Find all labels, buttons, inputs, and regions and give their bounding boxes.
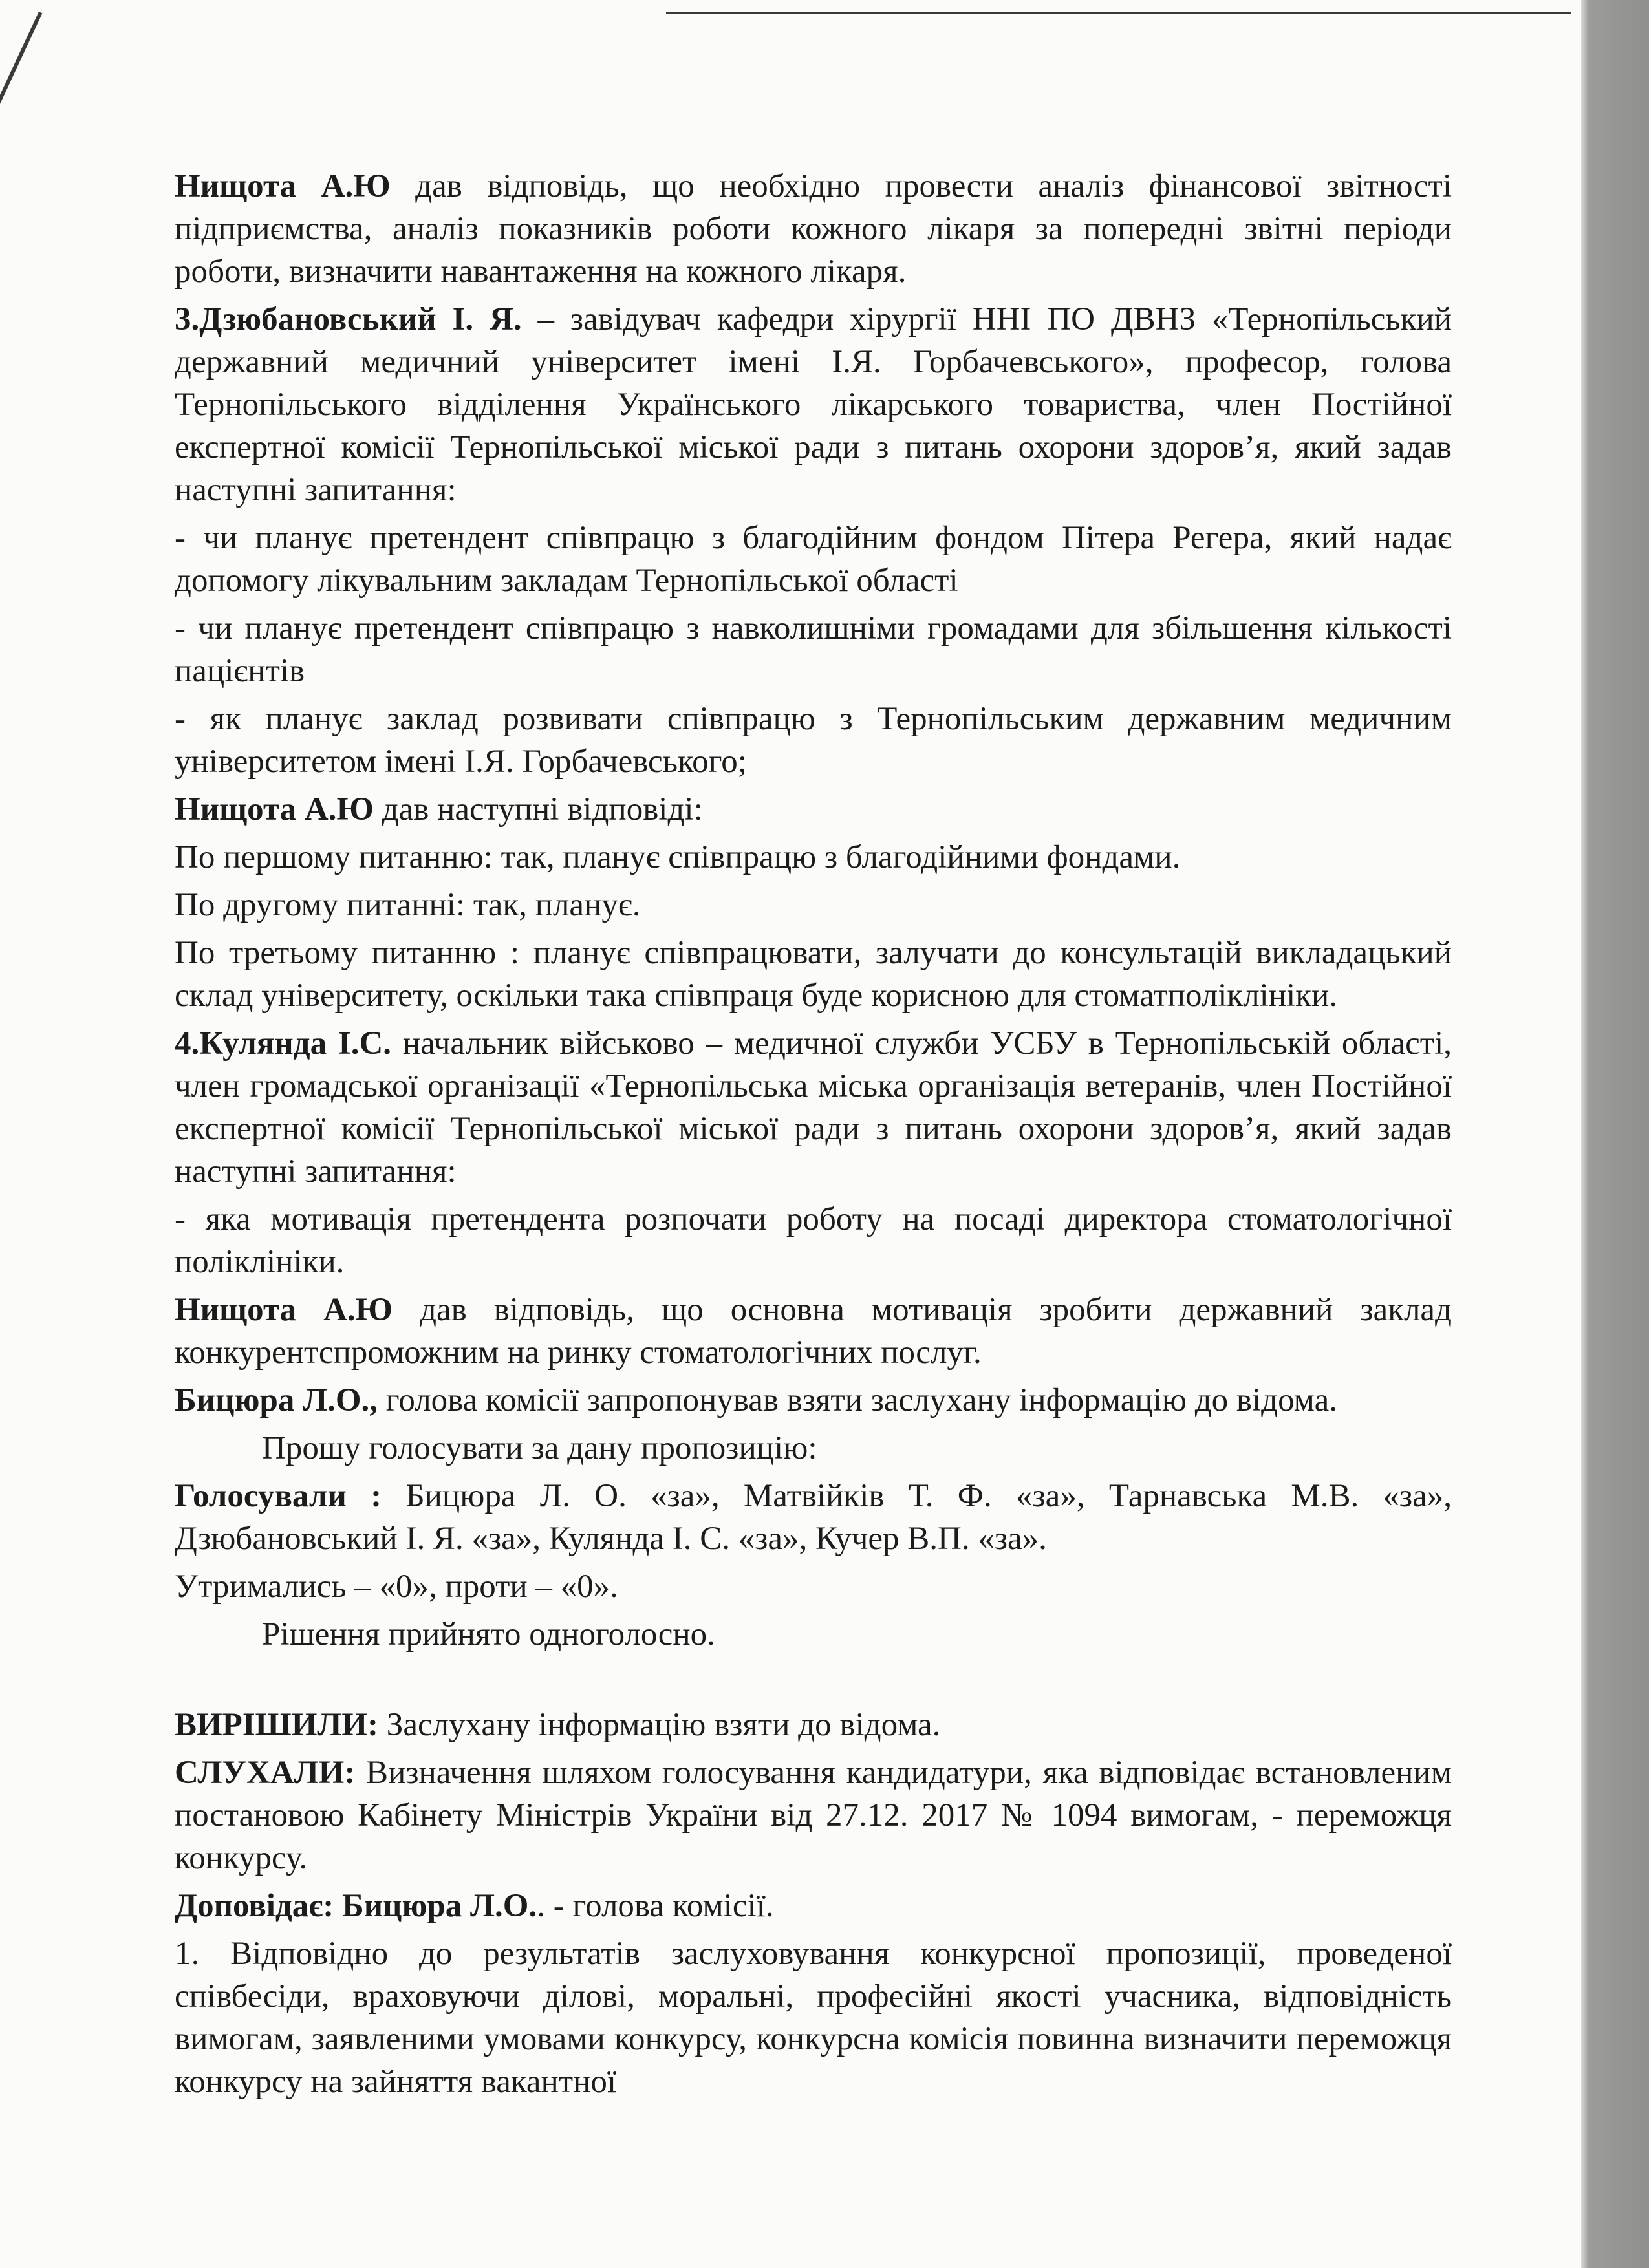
paragraph [175,932,1452,1017]
blank-line [175,1661,1452,1704]
paragraph-text: голова комісії запропонував взяти заслухану інформацію до відома. [378,1382,1337,1418]
paragraph [175,1379,1452,1422]
paragraph-text: . - голова комісії. [537,1888,774,1924]
paragraph-text: - яка мотивація претендента розпочати роботу на посаді директора стоматологічної поліклініки. [175,1201,1452,1280]
paragraph [175,788,1452,831]
paragraph-lead: 3.Дзюбановський І. Я. [175,301,522,337]
paragraph [175,1751,1452,1879]
paragraph [175,165,1452,293]
paragraph-text: Рішення прийнято одноголосно. [262,1616,715,1653]
paragraph-text: Утримались – «0», проти – «0». [175,1568,618,1605]
paragraph-text: 1. Відповідно до результатів заслуховування конкурсної пропозиції, проведеної співбесіди, враховуючи ділові, моральні, професійні якості учасника, відповідність вимогам, заявленими умовами конкурсу, конкурсна комісія повинна визначити переможця конкурсу на зайняття вакантної [175,1936,1452,2100]
document-body [175,165,1452,2108]
scan-shadow-strip [1581,0,1649,2268]
paragraph-lead: Нищота А.Ю [175,1292,393,1328]
paragraph-lead: Бицюра Л.О., [175,1382,378,1418]
paragraph [175,1022,1452,1193]
paragraph [175,884,1452,926]
scan-edge-line [666,12,1571,14]
paragraph-text: – завідувач кафедри хірургії ННІ ПО ДВНЗ «Тернопільський державний медичний університет імені І.Я. Горбачевського», професор, голова Тернопільського відділення Українського лікарського товариства, член Постійної експертної комісії Тернопільської міської ради з питань охорони здоров’я, який задав наступні запитання: [175,301,1452,508]
paragraph-lead: СЛУХАЛИ: [175,1755,356,1791]
paragraph [175,298,1452,511]
paragraph [175,1289,1452,1374]
paragraph-text: Заслухану інформацію взяти до відома. [378,1707,941,1743]
paragraph-lead: Голосували : [175,1478,382,1514]
paragraph-text: Визначення шляхом голосування кандидатури, яка відповідає встановленим постановою Кабінету Міністрів України від 27.12. 2017 № 1094 вимогам, - переможця конкурсу. [175,1755,1452,1876]
paragraph [175,1885,1452,1927]
paragraph-text: - чи планує претендент співпрацю з благодійним фондом Пітера Регера, який надає допомогу лікувальним закладам Тернопільської області [175,520,1452,599]
paragraph-text: По другому питанні: так, планує. [175,887,641,923]
paragraph-lead: ВИРІШИЛИ: [175,1707,379,1743]
paragraph-text: Бицюра Л. О. «за», Матвійків Т. Ф. «за», Тарнавська М.В. «за», Дзюбановський І. Я. «за», Кулянда І. С. «за», Кучер В.П. «за». [175,1478,1452,1557]
paragraph-lead: Нищота А.Ю [175,791,374,828]
paragraph-text: По третьому питанню : планує співпрацювати, залучати до консультацій викладацький склад університету, оскільки така співпраця буде корисною для стоматполіклініки. [175,935,1452,1014]
paragraph-text: - як планує заклад розвивати співпрацю з Тернопільським державним медичним університетом імені І.Я. Горбачевського; [175,701,1452,780]
paragraph [175,1613,1452,1656]
paragraph [175,1565,1452,1608]
paragraph [175,1475,1452,1560]
paragraph [175,517,1452,602]
paragraph-text: дав відповідь, що основна мотивація зробити державний заклад конкурентспроможним на ринку стоматологічних послуг. [175,1292,1452,1371]
paragraph-text: начальник військово – медичної служби УСБУ в Тернопільській області, член громадської організації «Тернопільська міська організація ветеранів, член Постійної експертної комісії Тернопільської міської ради з питань охорони здоров’я, який задав наступні запитання: [175,1025,1452,1190]
paragraph [175,607,1452,692]
paragraph [175,1198,1452,1283]
paragraph [175,836,1452,879]
paragraph-lead: Нищота А.Ю [175,168,391,204]
paragraph-text: дав відповідь, що необхідно провести аналіз фінансової звітності підприємства, аналіз показників роботи кожного лікаря за попередні звітні періоди роботи, визначити навантаження на кожного лікаря. [175,168,1452,290]
paragraph [175,1427,1452,1470]
paragraph [175,1932,1452,2103]
paragraph [175,1704,1452,1746]
scan-corner-mark [0,12,42,160]
paragraph-lead: 4.Кулянда І.С. [175,1025,392,1062]
paragraph-lead: Доповідає: Бицюра Л.О. [175,1888,537,1924]
paragraph-text: - чи планує претендент співпрацю з навколишніми громадами для збільшення кількості пацієнтів [175,610,1452,689]
paragraph-text: Прошу голосувати за дану пропозицію: [262,1430,817,1466]
paragraph-text: По першому питанню: так, планує співпрацю з благодійними фондами. [175,839,1181,875]
paragraph-text: дав наступні відповіді: [373,791,703,828]
paragraph [175,698,1452,783]
